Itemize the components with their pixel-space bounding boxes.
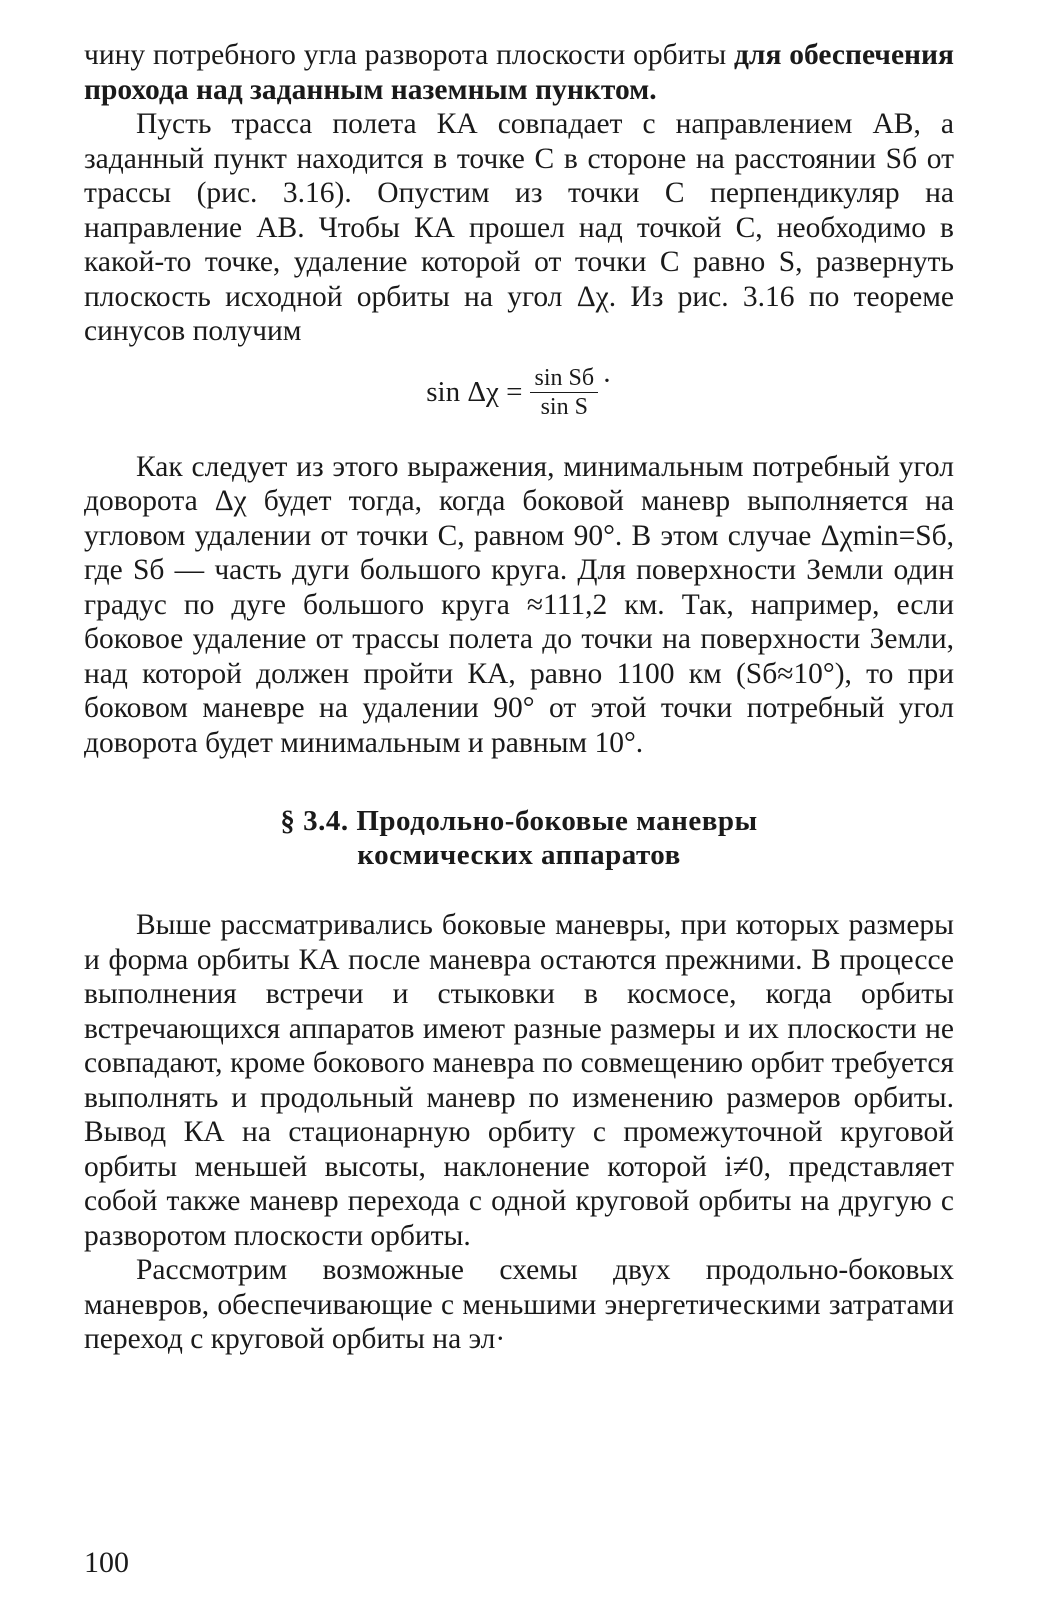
- formula-denominator: sin S: [540, 393, 588, 420]
- formula-trailing-dot: ·: [602, 364, 612, 397]
- paragraph-5: Рассмотрим возможные схемы двух продольно-боковых маневров, обеспечивающие с меньшими энергетическими затратами переход с круговой орбиты на эл·: [84, 1254, 954, 1355]
- formula-lhs: sin Δχ =: [426, 375, 523, 408]
- section-heading-line-1: § 3.4. Продольно-боковые маневры: [280, 805, 758, 837]
- paragraph-2: Пусть трасса полета КА совпадает с направлением AB, а заданный пункт находится в точке C в стороне на расстоянии Sб от трассы (рис. 3.16). Опустим из точки C перпендикуляр на направление AB. Чтобы КА прошел над точкой C, необходимо в какой-то точке, удаление которой от точки C равно S, развернуть плоскость исходной орбиты на угол Δχ. Из рис. 3.16 по теореме синусов получим: [84, 108, 954, 347]
- paragraph-4: Выше рассматривались боковые маневры, при которых размеры и форма орбиты КА после маневра остаются прежними. В процессе выполнения встречи и стыковки в космосе, когда орбиты встречающихся аппаратов имеют разные размеры и их плоскости не совпадают, кроме бокового маневра по совмещению орбит требуется выполнять и продольный маневр по изменению размеров орбиты. Вывод КА на стационарную орбиту с промежуточной круговой орбиты меньшей высоты, наклонение которой i≠0, представляет собой также маневр перехода с одной круговой орбиты на другую с разворотом плоскости орбиты.: [84, 909, 954, 1252]
- paragraph-3: Как следует из этого выражения, минимальным потребный угол доворота Δχ будет тогда, когда боковой маневр выполняется на угловом удалении от точки C, равном 90°. В этом случае Δχmin=Sб, где Sб — часть дуги большого круга. Для поверхности Земли один градус по дуге большого круга ≈111,2 км. Так, например, если боковое удаление от трассы полета до точки на поверхности Земли, над которой должен пройти КА, равно 1100 км (Sб≈10°), то при боковом маневре на удалении 90° от этой точки потребный угол доворота будет минимальным и равным 10°.: [84, 450, 954, 759]
- section-heading-line-2: космических аппаратов: [357, 839, 681, 871]
- formula-numerator: sin Sб: [530, 365, 598, 393]
- paragraph-1-bold-part: для обеспечения прохода над заданным наземным пунктом.: [84, 39, 954, 106]
- section-heading: [84, 804, 954, 872]
- formula-fraction: [530, 365, 598, 420]
- page-number: 100: [84, 1546, 129, 1579]
- paragraph-1: [84, 38, 954, 107]
- sine-theorem-formula: [84, 365, 954, 420]
- paragraph-1-part-1: чину потребного угла разворота плоскости орбиты: [84, 39, 727, 71]
